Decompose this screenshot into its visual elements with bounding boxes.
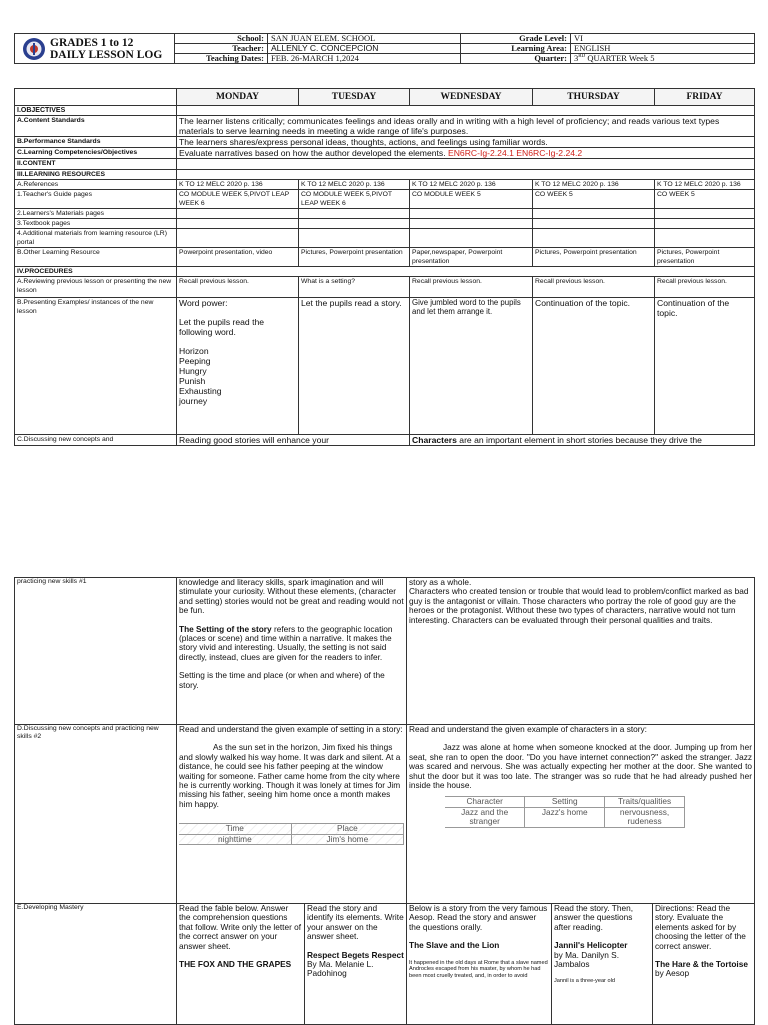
setting-table-place: Jim's home <box>291 834 403 844</box>
resources-cell <box>177 170 755 180</box>
skills2-left <box>177 725 407 904</box>
logo-cell <box>15 34 175 64</box>
content-standards-text: The learner listens critically; communicates feelings and ideas orally and in writing with a high level of proficiency; and reads various text types materials to serve learning needs in meeting a wide range of life's purposes. <box>177 116 755 137</box>
mastery-monday <box>177 904 305 1025</box>
references-monday: K TO 12 MELC 2020 p. 136 <box>177 180 299 190</box>
other-resource-label: B.Other Learning Resource <box>15 248 177 267</box>
mastery-tuesday-title: Respect Begets Respect <box>307 949 404 960</box>
tg-friday: CO WEEK 5 <box>655 190 755 209</box>
day-header-tuesday: TUESDAY <box>299 89 410 106</box>
textbook-label: 3.Textbook pages <box>15 219 177 229</box>
mastery-monday-title: THE FOX AND THE GRAPES <box>179 959 292 970</box>
presenting-tuesday: Let the pupils read a story. <box>299 298 410 435</box>
school-label: School: <box>175 34 268 44</box>
tg-tuesday: CO MODULE WEEK 5,PIVOT LEAP WEEK 6 <box>299 190 410 209</box>
review-wednesday: Recall previous lesson. <box>410 277 533 298</box>
mastery-wednesday-story: It happened in the old days at Rome that a slave named Androcles escaped from his master, by whom he had been most cruelly treated, and, in order to avoid <box>409 959 548 979</box>
setting-summary: Setting is the time and place (or when and where) of the story. <box>179 670 385 690</box>
log-title-line2: DAILY LESSON LOG <box>50 48 163 61</box>
quarter-number: 3 <box>574 53 579 63</box>
review-thursday: Recall previous lesson. <box>533 277 655 298</box>
content-standards-label: A.Content Standards <box>15 116 177 137</box>
character-example-story: Jazz was alone at home when someone knocked at the door. Jumping up from her seat, she ran to open the door. "Do you have internet connection?" asked the stranger. Jazz was scared and nervous. She was actually expecting her mother at the door. She wanted to shut the door but it was too late. The stranger was so rude that he had already pushed her inside the house. <box>409 742 752 791</box>
word-item: Horizon <box>179 346 209 356</box>
day-header-monday: MONDAY <box>177 89 299 106</box>
tg-label: 1.Teacher's Guide pages <box>15 190 177 209</box>
area-value: ENGLISH <box>571 44 755 54</box>
mastery-friday-story <box>655 960 752 979</box>
day-header-wednesday: WEDNESDAY <box>410 89 533 106</box>
review-friday: Recall previous lesson. <box>655 277 755 298</box>
deped-seal-icon <box>22 37 46 61</box>
lesson-log-table-continued <box>14 577 755 1025</box>
setting-table-header-time: Time <box>179 824 291 834</box>
competencies-text: Evaluate narratives based on how the author developed the elements. <box>179 148 446 158</box>
skills1-left-p1: knowledge and literacy skills, spark imagination and will stimulate your curiosity. Without these elements, (character and setting) stories would not be great and reading would not be fun. <box>179 577 404 616</box>
other-thursday: Pictures, Powerpoint presentation <box>533 248 655 267</box>
school-value: SAN JUAN ELEM. SCHOOL <box>268 34 461 44</box>
presenting-friday: Continuation of the topic. <box>655 298 755 435</box>
competencies-label: C.Learning Competencies/Objectives <box>15 148 177 159</box>
char-table-header-setting: Setting <box>525 797 605 807</box>
objectives-label: I.OBJECTIVES <box>15 106 177 116</box>
discussing1-right <box>410 435 755 446</box>
teacher-label: Teacher: <box>175 44 268 54</box>
other-wednesday: Paper,newspaper, Powerpoint presentation <box>410 248 533 267</box>
tg-wednesday: CO MODULE WEEK 5 <box>410 190 533 209</box>
procedures-label: IV.PROCEDURES <box>15 267 177 277</box>
word-item: journey <box>179 396 208 406</box>
review-tuesday: What is a setting? <box>299 277 410 298</box>
setting-definition-text: refers to the geographic location (places or scene) and time within a narrative. It makes the story vivid and interesting. Usually, the setting is not said directly, instead, clues are given for the readers to infer. <box>179 623 393 662</box>
setting-definition <box>179 625 404 663</box>
lesson-log-table <box>14 88 755 446</box>
resources-label: III.LEARNING RESOURCES <box>15 170 177 180</box>
mastery-friday-author: by Aesop <box>655 968 690 979</box>
dates-label: Teaching Dates: <box>175 54 268 64</box>
mastery-tuesday-story <box>307 951 404 979</box>
mastery-tuesday-instructions: Read the story and identify its elements. Write your answer on the answer sheet. <box>307 903 404 942</box>
competencies-codes: EN6RC-Ig-2.24.1 EN6RC-Ig-2.24.2 <box>447 148 583 158</box>
other-monday: Powerpoint presentation, video <box>177 248 299 267</box>
word-list <box>179 346 296 406</box>
setting-table <box>179 823 404 845</box>
word-power-heading: Word power: <box>179 298 228 308</box>
quarter-value <box>571 54 755 64</box>
skills1-label: practicing new skills #1 <box>15 578 177 725</box>
skills2-label: D.Discussing new concepts and practicing new skills #2 <box>15 725 177 904</box>
mastery-wednesday-title: The Slave and the Lion <box>409 940 500 951</box>
additional-materials-label: 4.Additional materials from learning resource (LR) portal <box>15 229 177 248</box>
content-label: II.CONTENT <box>15 159 177 170</box>
quarter-rest: QUARTER Week 5 <box>587 53 655 63</box>
characters-term: Characters <box>412 435 457 445</box>
setting-term: The Setting of the story <box>179 623 272 634</box>
skills2-right <box>407 725 755 904</box>
tg-monday: CO MODULE WEEK 5,PIVOT LEAP WEEK 6 <box>177 190 299 209</box>
word-item: Hungry <box>179 366 207 376</box>
mastery-label: E.Developing Mastery <box>15 904 177 1025</box>
setting-table-header-place: Place <box>291 824 403 834</box>
skills1-left <box>177 578 407 725</box>
char-table-header-character: Character <box>445 797 525 807</box>
mastery-tuesday-author: By Ma. Melanie L. Padohinog <box>307 959 374 979</box>
word-item: Exhausting <box>179 386 222 396</box>
mastery-thursday-story: Jannil is a three-year old <box>554 978 615 985</box>
presenting-monday <box>177 298 299 435</box>
mastery-friday-instructions: Directions: Read the story. Evaluate the elements asked for by choosing the letter of the correct answer. <box>655 903 746 951</box>
mastery-wednesday <box>407 904 552 1025</box>
mastery-monday-instructions: Read the fable below. Answer the comprehension questions that follow. Write only the letter of the correct answer on your answer sheet. <box>179 903 302 951</box>
other-tuesday: Pictures, Powerpoint presentation <box>299 248 410 267</box>
char-table-character: Jazz and the stranger <box>445 807 525 827</box>
review-label: A.Reviewing previous lesson or presenting the new lesson <box>15 277 177 298</box>
dates-value: FEB. 26-MARCH 1,2024 <box>268 54 461 64</box>
references-tuesday: K TO 12 MELC 2020 p. 136 <box>299 180 410 190</box>
performance-standards-text: The learners shares/express personal ideas, thoughts, actions, and feelings using familiar words. <box>177 137 755 148</box>
setting-example-intro: Read and understand the given example of setting in a story: <box>179 724 403 734</box>
content-cell <box>177 159 755 170</box>
character-table <box>445 796 685 827</box>
mastery-tuesday <box>305 904 407 1025</box>
setting-table-time: nighttime <box>179 834 291 844</box>
area-label: Learning Area: <box>461 44 571 54</box>
day-header-thursday: THURSDAY <box>533 89 655 106</box>
mastery-thursday-instructions: Read the story. Then, answer the questions after reading. <box>554 903 634 932</box>
character-example-intro: Read and understand the given example of characters in a story: <box>409 724 647 734</box>
day-header-friday: FRIDAY <box>655 89 755 106</box>
competencies-cell <box>177 148 755 159</box>
discussing1-left: Reading good stories will enhance your <box>177 435 410 446</box>
mastery-thursday-author: by Ma. Danilyn S. Jambalos <box>554 949 620 970</box>
presenting-wednesday: Give jumbled word to the pupils and let them arrange it. <box>410 298 533 435</box>
performance-standards-label: B.Performance Standards <box>15 137 177 148</box>
day-header-blank <box>15 89 177 106</box>
quarter-suffix: RD <box>578 54 586 60</box>
discussing1-label: C.Discussing new concepts and <box>15 435 177 446</box>
presenting-label: B.Presenting Examples/ instances of the new lesson <box>15 298 177 435</box>
char-table-header-traits: Traits/qualities <box>605 797 685 807</box>
references-wednesday: K TO 12 MELC 2020 p. 136 <box>410 180 533 190</box>
procedures-cell <box>177 267 755 277</box>
references-label: A.References <box>15 180 177 190</box>
log-title-line1: GRADES 1 to 12 <box>50 36 134 49</box>
word-item: Peeping <box>179 356 211 366</box>
char-table-traits: nervousness, rudeness <box>605 807 685 827</box>
objectives-cell <box>177 106 755 116</box>
grade-label: Grade Level: <box>461 34 571 44</box>
other-friday: Pictures, Powerpoint presentation <box>655 248 755 267</box>
teacher-value: ALLENLY C. CONCEPCION <box>268 44 461 54</box>
mastery-friday <box>653 904 755 1025</box>
presenting-thursday: Continuation of the topic. <box>533 298 655 435</box>
setting-example-story: As the sun set in the horizon, Jim fixed his things and slowly walked his way home. It was dark and silent. At a distance, he could see his father peeping at the window waiting for someone. Father came home from the city where he is currently working. Though it was lonely at times for Jim missing his father, seeing him home once a month makes him happy. <box>179 742 401 809</box>
skills1-right: story as a whole. Characters who created tension or trouble that would lead to problem/conflict marked as bad guy is the antagonist or villain. Those characters who portray the role of good guy are the heroes or the protagonist. Without these two types of characters, narrative would not turn interesting. Characters can be evaluated through their personal qualities and traits. <box>407 578 755 725</box>
mastery-thursday-title: Jannil's Helicopter <box>554 940 628 951</box>
mastery-friday-title: The Hare & the Tortoise <box>655 959 748 970</box>
quarter-label: Quarter: <box>461 54 571 64</box>
discussing1-right-text: are an important element in short stories because they drive the <box>456 435 702 445</box>
word-item: Punish <box>179 376 206 386</box>
word-power-instruction: Let the pupils read the following word. <box>179 317 265 337</box>
header-table <box>14 33 755 64</box>
tg-thursday: CO WEEK 5 <box>533 190 655 209</box>
references-thursday: K TO 12 MELC 2020 p. 136 <box>533 180 655 190</box>
char-table-setting: Jazz's home <box>525 807 605 827</box>
mastery-wednesday-instructions: Below is a story from the very famous Aesop. Read the story and answer the questions orally. <box>409 903 548 932</box>
review-monday: Recall previous lesson. <box>177 277 299 298</box>
mastery-thursday <box>552 904 653 1025</box>
lm-label: 2.Learners's Materials pages <box>15 209 177 219</box>
references-friday: K TO 12 MELC 2020 p. 136 <box>655 180 755 190</box>
grade-value: VI <box>571 34 755 44</box>
